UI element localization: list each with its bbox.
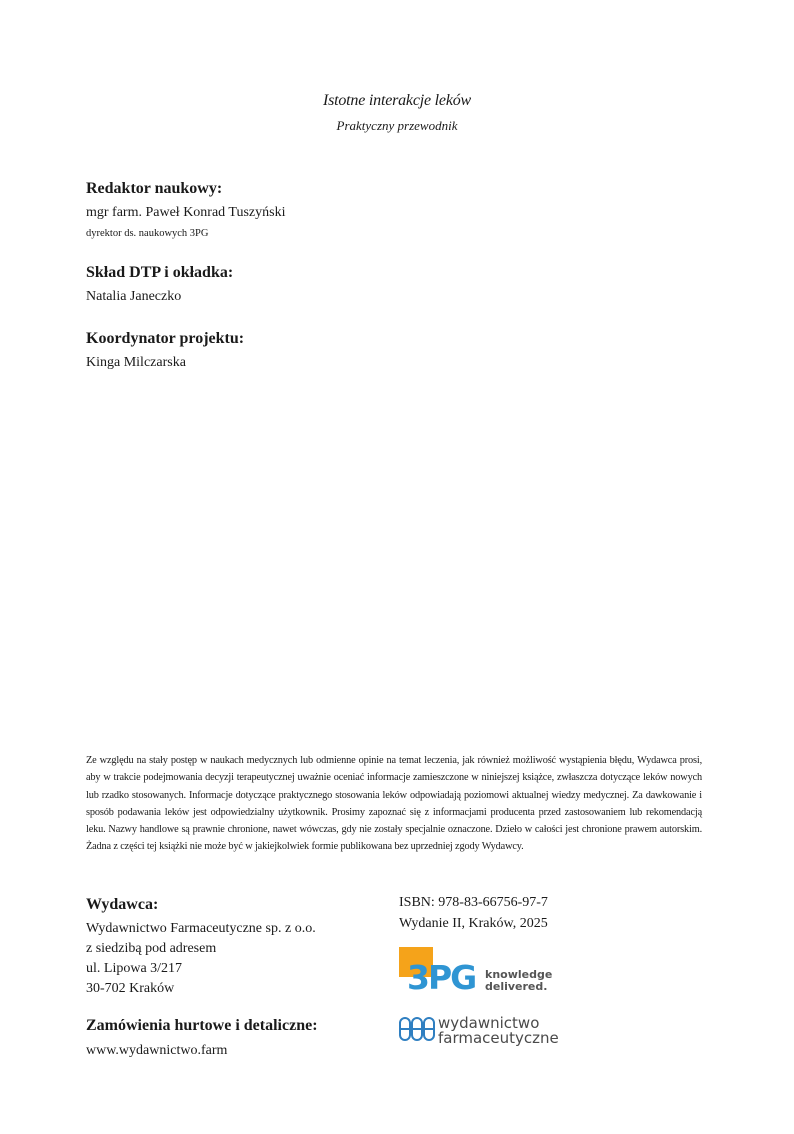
wf-logo-line-1: wydawnictwo <box>438 1014 540 1032</box>
publisher-heading: Wydawca: <box>86 896 159 913</box>
orders-url[interactable]: www.wydawnictwo.farm <box>86 1043 228 1058</box>
isbn: ISBN: 978-83-66756-97-7 <box>399 895 548 910</box>
orders-heading: Zamówienia hurtowe i detaliczne: <box>86 1017 318 1034</box>
3pg-tagline-1: knowledge <box>485 968 553 981</box>
wf-logo-line-2: farmaceutyczne <box>438 1029 559 1046</box>
publisher-line: 30-702 Kraków <box>86 981 175 996</box>
publisher-line: z siedzibą pod adresem <box>86 941 217 956</box>
publisher-line: Wydawnictwo Farmaceutyczne sp. z o.o. <box>86 921 316 936</box>
book-title: Istotne interakcje leków <box>322 92 472 109</box>
pills-icon <box>398 1012 588 1046</box>
coordinator-name: Kinga Milczarska <box>86 355 186 370</box>
dtp-name: Natalia Janeczko <box>86 289 182 304</box>
coordinator-heading: Koordynator projektu: <box>86 330 245 347</box>
disclaimer-text: Ze względu na stały postęp w naukach medycznych lub odmienne opinie na temat leczenia, jak również możliwość wystąpienia błędu, Wydawca prosi, aby w trakcie podejmowania decyzji terapeutycznej uważnie oceniać informacje zamieszczone w niniejszej książce, zwłaszcza dotyczące leków nowych lub rzadko stosowanych. Informacje dotyczące praktycznego stosowania leków odpowiadają poziomowi aktualnej wiedzy medycznej. Za dawkowanie i sposób podawania leków jest odpowiedzialny użytkownik. Prosimy zapoznać się z informacjami producenta przed zastosowaniem lub rekomendacją leku. Nazwy handlowe są prawnie chronione, nawet wówczas, gdy nie zostały specjalnie oznaczone. Dzieło w całości jest chronione prawem autorskim. Żadna z części tej książki nie może być w jakiejkolwiek formie publikowana bez uprzedniej zgody Wydawcy. <box>86 755 702 853</box>
3pg-tagline-2: delivered. <box>485 980 548 993</box>
publisher-line: ul. Lipowa 3/217 <box>86 961 183 976</box>
3pg-mark-text: 3PG <box>407 958 476 993</box>
dtp-heading: Skład DTP i okładka: <box>86 264 234 281</box>
wf-logo <box>398 1012 588 1046</box>
3pg-logo-mark <box>399 945 559 993</box>
editor-role: dyrektor ds. naukowych 3PG <box>86 228 209 239</box>
book-subtitle: Praktyczny przewodnik <box>336 118 458 133</box>
edition: Wydanie II, Kraków, 2025 <box>399 916 548 931</box>
editor-name: mgr farm. Paweł Konrad Tuszyński <box>86 205 286 220</box>
editor-heading: Redaktor naukowy: <box>86 180 223 197</box>
3pg-logo <box>399 945 559 993</box>
